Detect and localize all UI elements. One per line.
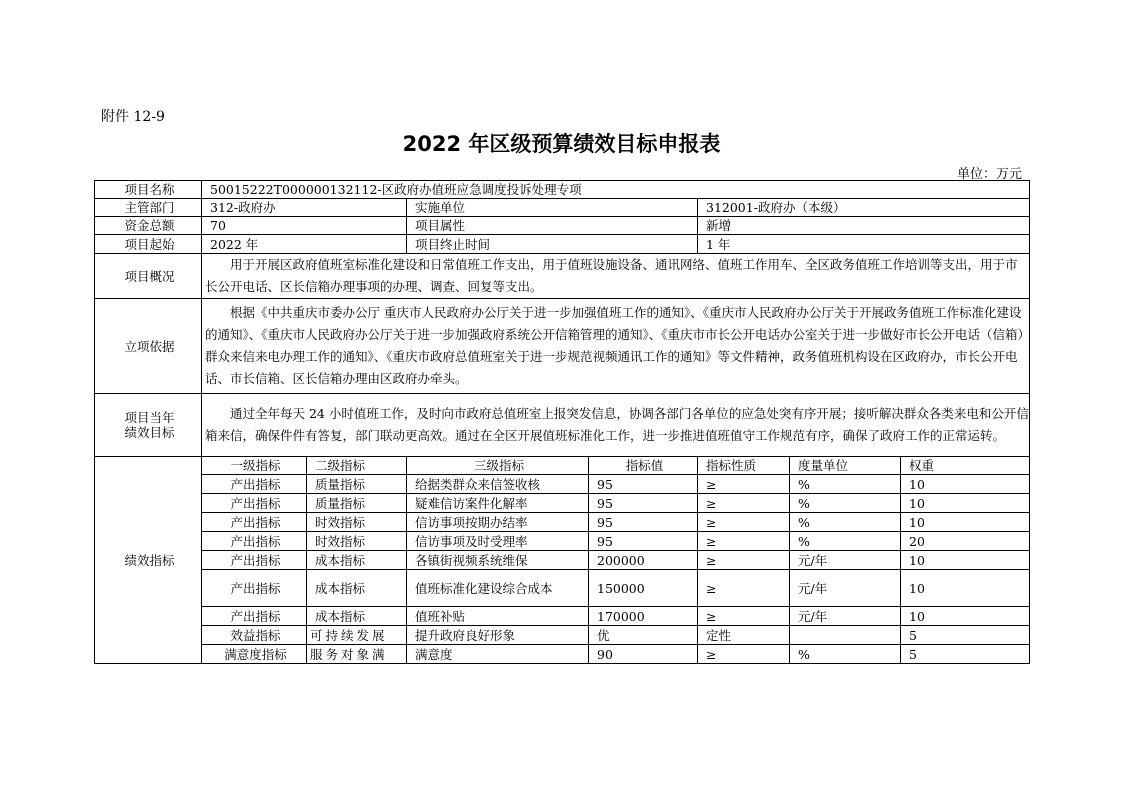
project-attribute-label: 项目属性 <box>407 217 698 235</box>
indicator-level3: 给据类群众来信签收核 <box>407 475 589 494</box>
indicator-header: 三级指标 <box>407 457 589 475</box>
indicator-weight: 10 <box>901 570 1030 607</box>
indicator-level3: 疑难信访案件化解率 <box>407 494 589 513</box>
indicator-value: 95 <box>589 475 698 494</box>
attachment-number: 附件 12-9 <box>101 109 165 125</box>
indicator-level1: 产出指标 <box>202 494 307 513</box>
implementing-unit-label: 实施单位 <box>407 199 698 217</box>
indicator-level2: 时效指标 <box>307 532 407 551</box>
annual-goal-label-line2: 绩效目标 <box>124 425 175 440</box>
indicator-nature: ≥ <box>698 570 790 607</box>
indicator-header-row <box>95 457 1030 475</box>
indicator-nature: ≥ <box>698 551 790 570</box>
indicator-row <box>95 551 1030 570</box>
annual-goal-label-line1: 项目当年 <box>124 410 175 425</box>
indicator-unit <box>790 626 901 645</box>
indicator-header: 度量单位 <box>790 457 901 475</box>
indicator-header: 指标性质 <box>698 457 790 475</box>
indicator-level3: 信访事项及时受理率 <box>407 532 589 551</box>
indicator-row <box>95 626 1030 645</box>
indicator-value: 95 <box>589 513 698 532</box>
overview-text: 用于开展区政府值班室标准化建设和日常值班工作支出，用于值班设施设备、通讯网络、值班工作用车、全区政务值班工作培训等支出，用于市长公开电话、区长信箱办理事项的办理、调查、回复等支出。 <box>202 254 1030 299</box>
indicator-level2: 时效指标 <box>307 513 407 532</box>
indicator-unit: % <box>790 494 901 513</box>
indicator-weight: 10 <box>901 475 1030 494</box>
indicator-header: 一级指标 <box>202 457 307 475</box>
basis-label: 立项依据 <box>95 299 202 394</box>
indicator-unit: % <box>790 475 901 494</box>
basis-row <box>95 299 1030 394</box>
indicator-level2: 质量指标 <box>307 494 407 513</box>
annual-goal-label <box>95 394 202 457</box>
indicator-weight: 10 <box>901 494 1030 513</box>
indicator-row <box>95 532 1030 551</box>
fund-total-value: 70 <box>202 217 407 235</box>
indicator-unit: 元/年 <box>790 551 901 570</box>
indicator-unit: % <box>790 645 901 664</box>
indicators-section-label: 绩效指标 <box>95 457 202 664</box>
department-value: 312-政府办 <box>202 199 407 217</box>
indicator-unit: % <box>790 513 901 532</box>
indicator-level2: 成本指标 <box>307 607 407 626</box>
indicator-level1: 产出指标 <box>202 513 307 532</box>
indicator-level1: 产出指标 <box>202 607 307 626</box>
indicator-value: 170000 <box>589 607 698 626</box>
indicator-nature: ≥ <box>698 475 790 494</box>
start-label: 项目起始 <box>95 235 202 254</box>
basis-text: 根据《中共重庆市委办公厅 重庆市人民政府办公厅关于进一步加强值班工作的通知》、《重庆市人民政府办公厅关于开展政务值班工作标准化建设的通知》、《重庆市人民政府办公厅关于进一步加强政府系统公开信箱管理的通知》、《重庆市市长公开电话办公室关于进一步做好市长公开电话（信箱）群众来信来电办理工作的通知》、《重庆市政府总值班室关于进一步规范视频通讯工作的通知》等文件精神，政务值班机构设在区政府办，市长公开电话、市长信箱、区长信箱办理由区政府办牵头。 <box>202 299 1030 394</box>
implementing-unit-value: 312001-政府办（本级） <box>698 199 1030 217</box>
indicator-value: 200000 <box>589 551 698 570</box>
indicator-row <box>95 570 1030 607</box>
indicator-level2: 成本指标 <box>307 570 407 607</box>
indicator-weight: 20 <box>901 532 1030 551</box>
indicator-row <box>95 494 1030 513</box>
indicator-weight: 5 <box>901 645 1030 664</box>
indicator-level3: 信访事项按期办结率 <box>407 513 589 532</box>
indicator-level2: 服务对象满 <box>307 645 407 664</box>
indicator-nature: ≥ <box>698 513 790 532</box>
department-row <box>95 199 1030 217</box>
indicator-value: 优 <box>589 626 698 645</box>
indicator-row <box>95 513 1030 532</box>
indicator-weight: 10 <box>901 551 1030 570</box>
indicator-level3: 值班标准化建设综合成本 <box>407 570 589 607</box>
indicator-row <box>95 607 1030 626</box>
indicator-level3: 提升政府良好形象 <box>407 626 589 645</box>
overview-label: 项目概况 <box>95 254 202 299</box>
indicator-weight: 5 <box>901 626 1030 645</box>
project-name-value: 50015222T000000132112-区政府办值班应急调度投诉处理专项 <box>202 181 1030 199</box>
end-value: 1 年 <box>698 235 1030 254</box>
indicator-level3: 满意度 <box>407 645 589 664</box>
fund-row <box>95 217 1030 235</box>
indicator-unit: 元/年 <box>790 570 901 607</box>
project-name-label: 项目名称 <box>95 181 202 199</box>
indicator-level2: 可持续发展 <box>307 626 407 645</box>
indicator-level1: 满意度指标 <box>202 645 307 664</box>
start-value: 2022 年 <box>202 235 407 254</box>
indicator-level1: 产出指标 <box>202 532 307 551</box>
document-title: 2022 年区级预算绩效目标申报表 <box>402 132 721 156</box>
indicator-header: 二级指标 <box>307 457 407 475</box>
indicator-value: 90 <box>589 645 698 664</box>
indicator-level2: 成本指标 <box>307 551 407 570</box>
indicator-row <box>95 475 1030 494</box>
indicator-unit: 元/年 <box>790 607 901 626</box>
period-row <box>95 235 1030 254</box>
indicator-nature: ≥ <box>698 645 790 664</box>
indicator-level1: 产出指标 <box>202 475 307 494</box>
indicator-header: 权重 <box>901 457 1030 475</box>
indicator-level1: 产出指标 <box>202 570 307 607</box>
indicator-header: 指标值 <box>589 457 698 475</box>
end-label: 项目终止时间 <box>407 235 698 254</box>
indicator-nature: ≥ <box>698 494 790 513</box>
annual-goal-text: 通过全年每天 24 小时值班工作，及时向市政府总值班室上报突发信息，协调各部门各单位的应急处突有序开展；接听解决群众各类来电和公开信箱来信，确保件件有答复，部门联动更高效。通过在全区开展值班标准化工作，进一步推进值班值守工作规范有序，确保了政府工作的正常运转。 <box>202 394 1030 457</box>
indicator-level2: 质量指标 <box>307 475 407 494</box>
department-label: 主管部门 <box>95 199 202 217</box>
indicator-unit: % <box>790 532 901 551</box>
goal-row <box>95 394 1030 457</box>
indicator-level1: 效益指标 <box>202 626 307 645</box>
performance-target-table <box>94 180 1030 664</box>
unit-label: 单位：万元 <box>956 167 1022 182</box>
fund-total-label: 资金总额 <box>95 217 202 235</box>
indicator-value: 95 <box>589 532 698 551</box>
indicator-nature: ≥ <box>698 532 790 551</box>
indicator-nature: 定性 <box>698 626 790 645</box>
indicator-weight: 10 <box>901 513 1030 532</box>
indicator-value: 95 <box>589 494 698 513</box>
indicator-row <box>95 645 1030 664</box>
indicator-level3: 各镇街视频系统维保 <box>407 551 589 570</box>
indicator-nature: ≥ <box>698 607 790 626</box>
indicator-value: 150000 <box>589 570 698 607</box>
overview-row <box>95 254 1030 299</box>
indicator-level1: 产出指标 <box>202 551 307 570</box>
indicator-level3: 值班补贴 <box>407 607 589 626</box>
indicator-weight: 10 <box>901 607 1030 626</box>
project-name-row <box>95 181 1030 199</box>
project-attribute-value: 新增 <box>698 217 1030 235</box>
